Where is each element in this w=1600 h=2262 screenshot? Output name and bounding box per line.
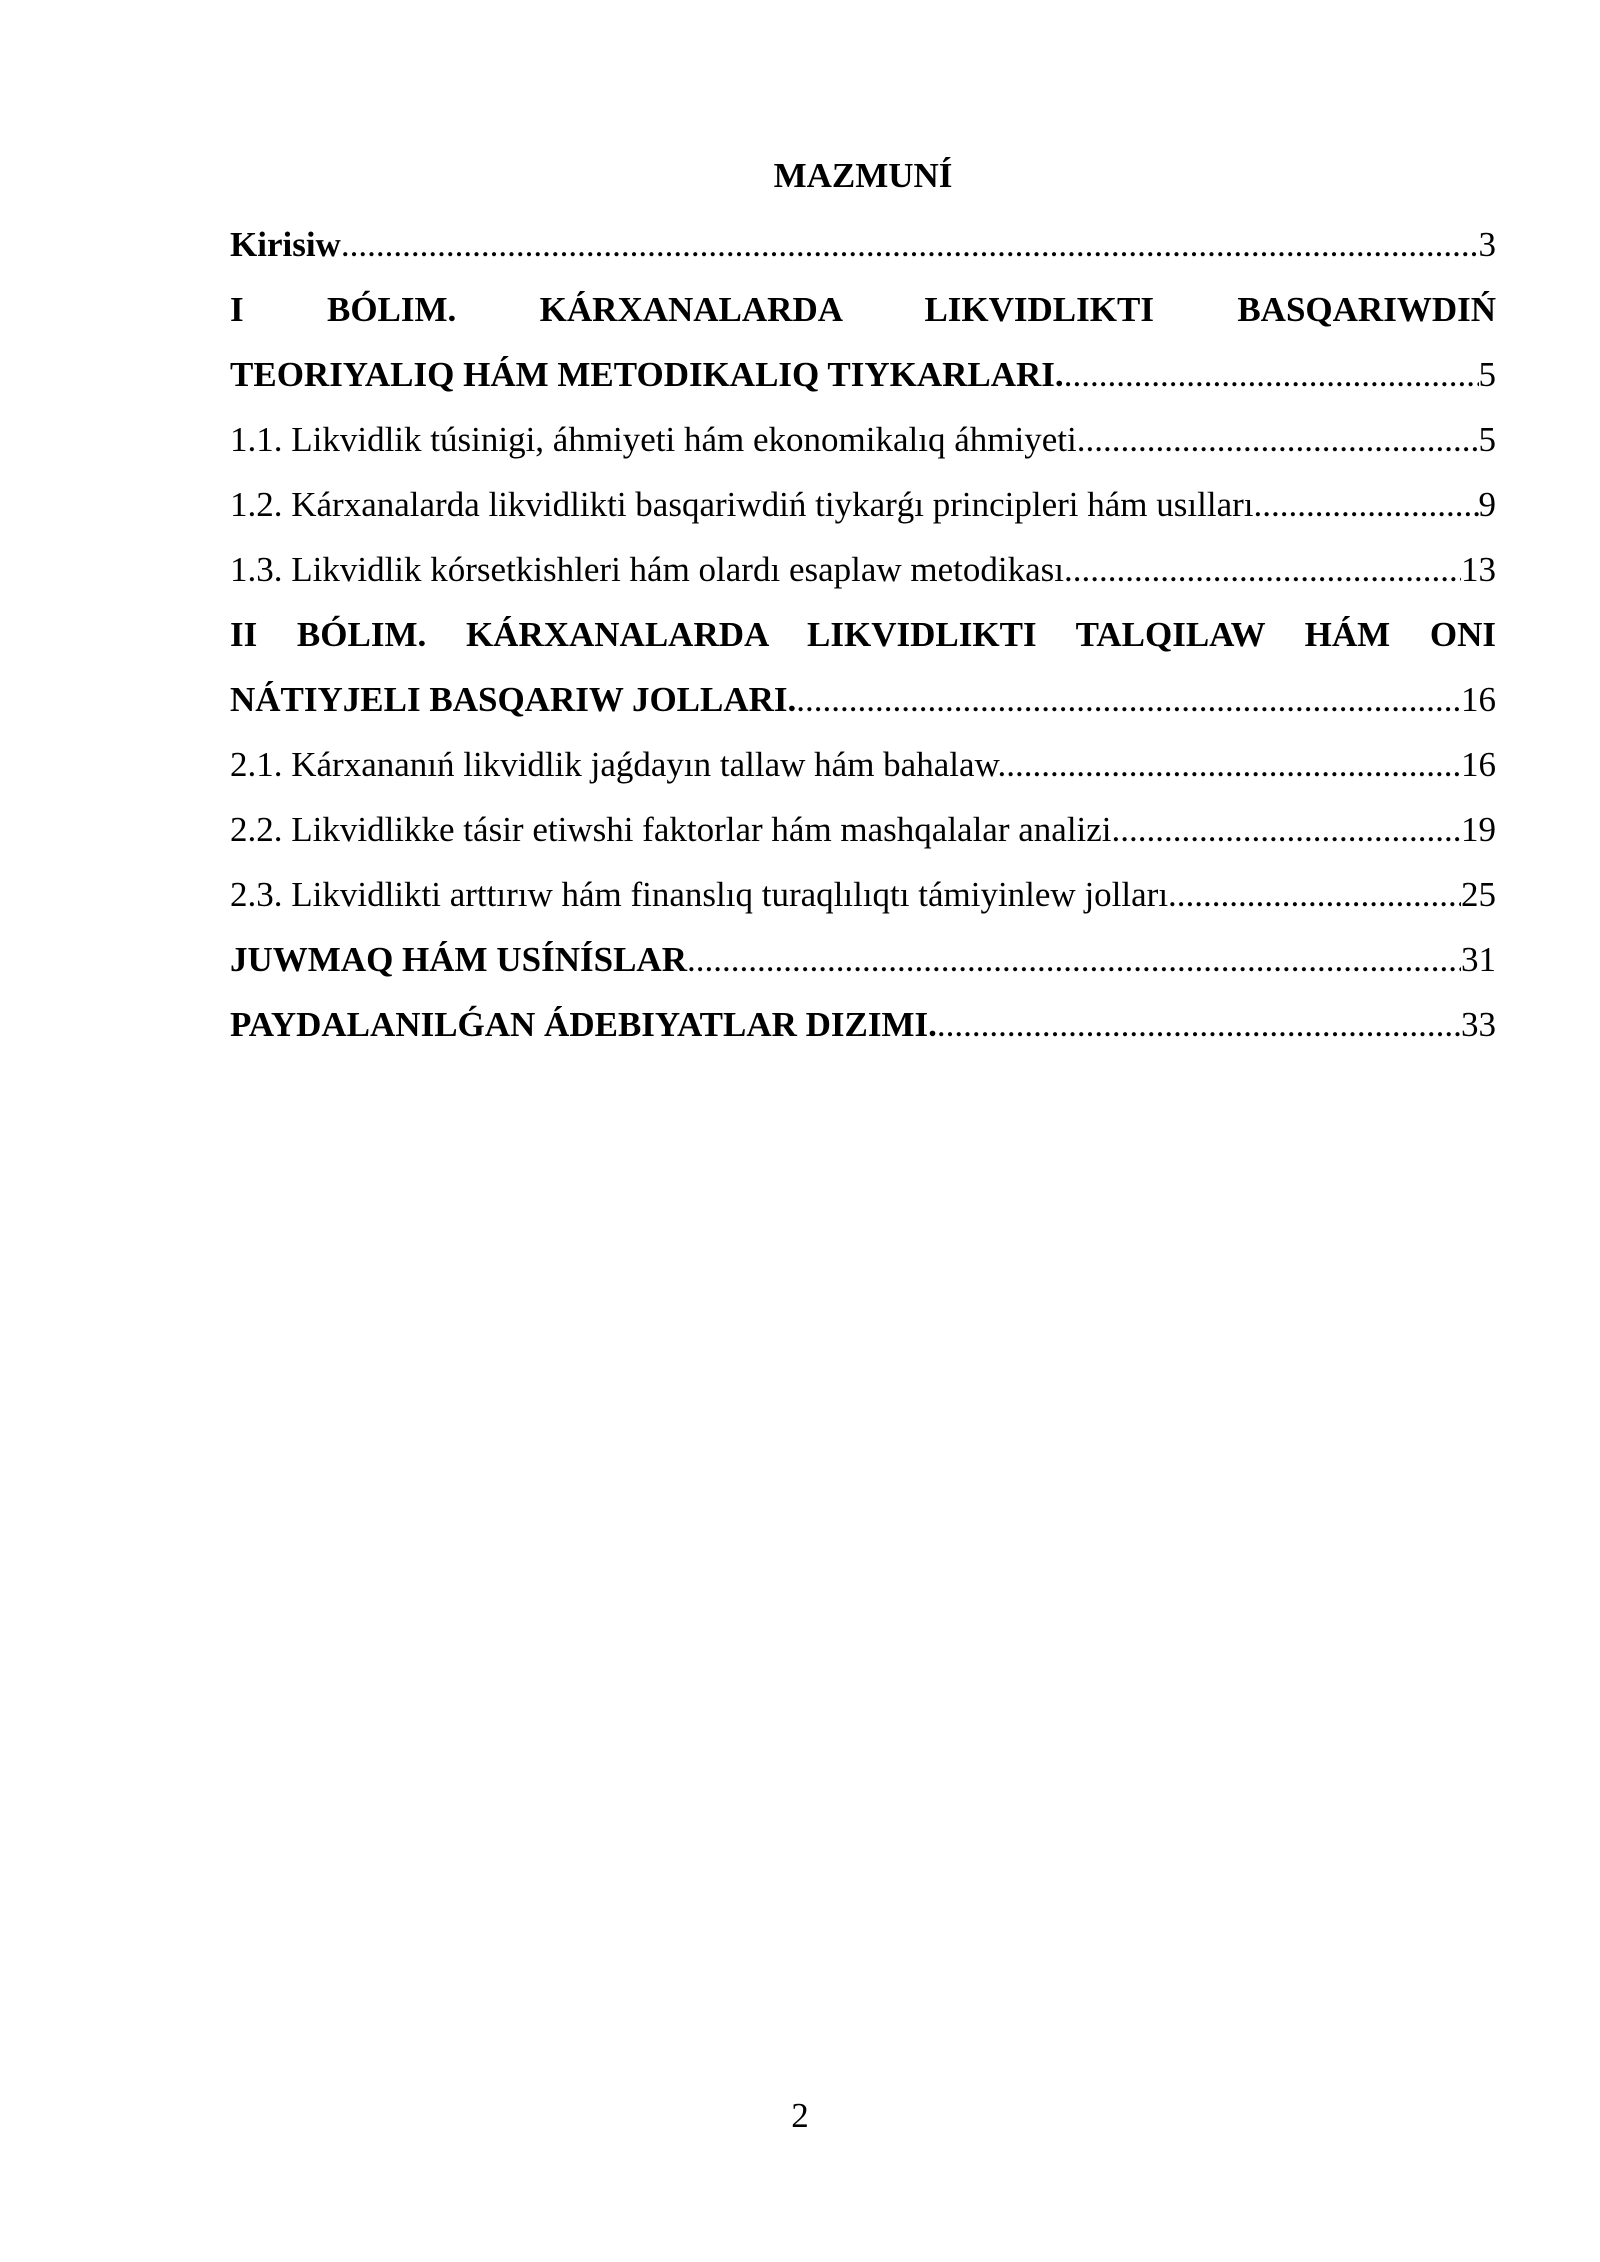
toc-entry-text: 1.2. Kárxanalarda likvidlikti basqariwdiń tiykarǵı principleri hám usılları.	[230, 485, 1263, 524]
toc-chapter-2-line-1: II BÓLIM. KÁRXANALARDA LIKVIDLIKTI TALQILAW HÁM ONI	[230, 615, 1496, 654]
page-number: 2	[791, 2096, 809, 2135]
toc-entry-page: 33	[1461, 1005, 1496, 1044]
toc-entry-page: 5	[1478, 355, 1496, 394]
toc-entry-page: 13	[1461, 550, 1496, 589]
toc-entry-text: 1.3. Likvidlik kórsetkishleri hám olardı esaplaw metodikası.	[230, 550, 1073, 589]
toc-chapter-1-line-2	[230, 342, 1496, 407]
toc-entry-page: 3	[1478, 225, 1496, 264]
toc-entry-page: 9	[1478, 485, 1496, 524]
toc-chapter-2-line-2	[230, 667, 1496, 732]
dot-leader	[1177, 862, 1461, 927]
dot-leader	[1120, 797, 1461, 862]
toc-entry-2-1	[230, 732, 1496, 797]
dot-leader	[687, 927, 1461, 992]
toc-entry-page: 5	[1478, 420, 1496, 459]
toc-entry-text: Kirisiw	[230, 225, 341, 264]
dot-leader	[1073, 537, 1461, 602]
toc-entry-page: 19	[1461, 810, 1496, 849]
toc-entry-1-3	[230, 537, 1496, 602]
toc-entry-1-2	[230, 472, 1496, 537]
toc-entry-references	[230, 992, 1496, 1057]
dot-leader	[1262, 472, 1478, 537]
dot-leader	[796, 667, 1461, 732]
toc-entry-2-3	[230, 862, 1496, 927]
toc-entry-introduction	[230, 212, 1496, 277]
toc-entry-page: 31	[1461, 940, 1496, 979]
table-of-contents	[230, 148, 1496, 1057]
toc-entry-text: 2.2. Likvidlikke tásir etiwshi faktorlar hám mashqalalar analizi.	[230, 810, 1121, 849]
toc-entry-page: 16	[1461, 680, 1496, 719]
toc-entry-text: TEORIYALIQ HÁM METODIKALIQ TIYKARLARI.	[230, 355, 1064, 394]
toc-entry-text: JUWMAQ HÁM USÍNÍSLAR	[230, 940, 687, 979]
toc-entry-conclusion	[230, 927, 1496, 992]
toc-entry-text: 2.1. Kárxananıń likvidlik jaǵdayın tallaw hám bahalaw.	[230, 745, 1007, 784]
dot-leader	[1006, 732, 1461, 797]
dot-leader	[937, 992, 1461, 1057]
toc-entry-text: 2.3. Likvidlikti arttırıw hám finanslıq turaqlılıqtı támiyinlew jolları.	[230, 875, 1177, 914]
toc-chapter-1-line-1: I BÓLIM. KÁRXANALARDA LIKVIDLIKTI BASQARIWDIŃ	[230, 290, 1496, 329]
dot-leader	[341, 212, 1479, 277]
toc-entry-page: 16	[1461, 745, 1496, 784]
toc-title: MAZMUNÍ	[773, 156, 953, 195]
toc-entry-text: NÁTIYJELI BASQARIW JOLLARI.	[230, 680, 797, 719]
toc-entry-2-2	[230, 797, 1496, 862]
dot-leader	[1064, 342, 1479, 407]
dot-leader	[1085, 407, 1478, 472]
toc-entry-text: 1.1. Likvidlik túsinigi, áhmiyeti hám ekonomikalıq áhmiyeti.	[230, 420, 1086, 459]
toc-entry-1-1	[230, 407, 1496, 472]
toc-entry-page: 25	[1461, 875, 1496, 914]
toc-entry-text: PAYDALANILǴAN ÁDEBIYATLAR DIZIMI.	[230, 1005, 937, 1044]
